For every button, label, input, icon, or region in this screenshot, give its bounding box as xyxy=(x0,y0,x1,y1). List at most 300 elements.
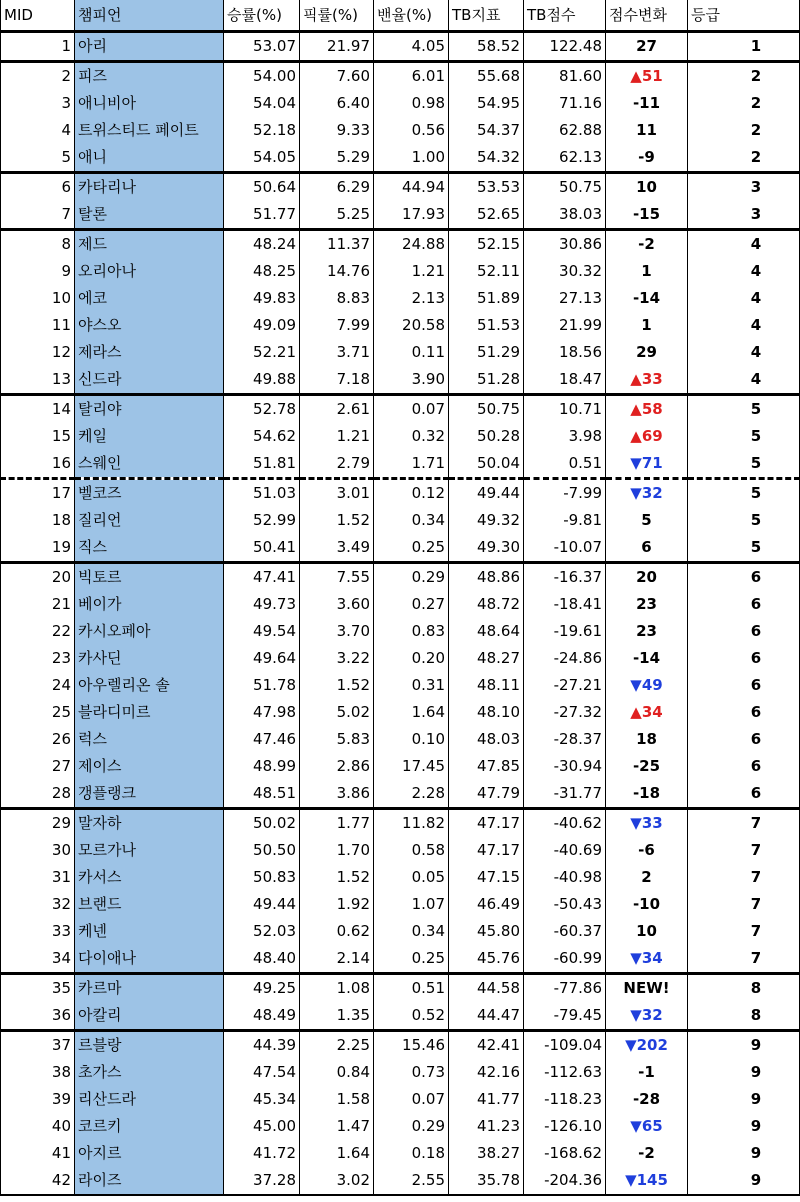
ban-rate-cell: 0.05 xyxy=(374,864,449,891)
tb-score-cell: -24.86 xyxy=(524,645,606,672)
score-change-cell: ▲51 xyxy=(606,62,688,91)
win-rate-cell: 48.24 xyxy=(224,230,300,259)
tb-index-cell: 54.95 xyxy=(449,90,524,117)
score-change-cell: ▲69 xyxy=(606,423,688,450)
score-change-cell: -1 xyxy=(606,1059,688,1086)
champion-cell: 아칼리 xyxy=(75,1002,224,1031)
pick-rate-cell: 6.29 xyxy=(300,173,374,202)
score-change-cell: 11 xyxy=(606,117,688,144)
score-change-cell: 10 xyxy=(606,918,688,945)
ban-rate-cell: 0.25 xyxy=(374,534,449,563)
table-row xyxy=(1,780,800,809)
table-row xyxy=(1,144,800,173)
champion-cell: 카사딘 xyxy=(75,645,224,672)
tb-score-cell: -19.61 xyxy=(524,618,606,645)
score-change-cell: ▼145 xyxy=(606,1167,688,1195)
mid-cell: 15 xyxy=(1,423,75,450)
tb-score-cell: 21.99 xyxy=(524,312,606,339)
table-row xyxy=(1,837,800,864)
pick-rate-cell: 1.08 xyxy=(300,974,374,1003)
tb-score-cell: 50.75 xyxy=(524,173,606,202)
mid-cell: 17 xyxy=(1,479,75,508)
table-row xyxy=(1,1140,800,1167)
tier-cell: 6 xyxy=(688,672,800,699)
pick-rate-cell: 9.33 xyxy=(300,117,374,144)
tier-cell: 5 xyxy=(688,450,800,479)
mid-cell: 13 xyxy=(1,366,75,395)
tb-score-cell: -60.37 xyxy=(524,918,606,945)
pick-rate-cell: 6.40 xyxy=(300,90,374,117)
table-row xyxy=(1,32,800,62)
tb-index-cell: 51.89 xyxy=(449,285,524,312)
tb-score-cell: 71.16 xyxy=(524,90,606,117)
ban-rate-cell: 0.07 xyxy=(374,1086,449,1113)
tb-index-cell: 45.76 xyxy=(449,945,524,974)
champion-cell: 신드라 xyxy=(75,366,224,395)
score-change-cell: -15 xyxy=(606,201,688,230)
score-change-cell: 1 xyxy=(606,258,688,285)
table-row xyxy=(1,366,800,395)
tb-index-cell: 44.58 xyxy=(449,974,524,1003)
tier-cell: 4 xyxy=(688,230,800,259)
champion-cell: 럭스 xyxy=(75,726,224,753)
tb-score-cell: 30.32 xyxy=(524,258,606,285)
pick-rate-cell: 3.60 xyxy=(300,591,374,618)
ban-rate-cell: 44.94 xyxy=(374,173,449,202)
champion-cell: 아우렐리온 솔 xyxy=(75,672,224,699)
ban-rate-cell: 0.18 xyxy=(374,1140,449,1167)
header-tb-index: TB지표 xyxy=(449,0,524,32)
table-row xyxy=(1,699,800,726)
tier-cell: 6 xyxy=(688,753,800,780)
tb-index-cell: 49.32 xyxy=(449,507,524,534)
tb-score-cell: -112.63 xyxy=(524,1059,606,1086)
win-rate-cell: 52.78 xyxy=(224,395,300,424)
table-row xyxy=(1,450,800,479)
ban-rate-cell: 2.55 xyxy=(374,1167,449,1195)
tb-score-cell: -31.77 xyxy=(524,780,606,809)
tb-score-cell: 0.51 xyxy=(524,450,606,479)
table-row xyxy=(1,618,800,645)
champion-cell: 카르마 xyxy=(75,974,224,1003)
tb-score-cell: 18.56 xyxy=(524,339,606,366)
win-rate-cell: 47.46 xyxy=(224,726,300,753)
tb-index-cell: 53.53 xyxy=(449,173,524,202)
ban-rate-cell: 0.20 xyxy=(374,645,449,672)
mid-cell: 6 xyxy=(1,173,75,202)
champion-cell: 애니비아 xyxy=(75,90,224,117)
tier-cell: 6 xyxy=(688,645,800,672)
win-rate-cell: 49.09 xyxy=(224,312,300,339)
mid-cell: 29 xyxy=(1,809,75,838)
tb-index-cell: 54.32 xyxy=(449,144,524,173)
champion-cell: 카시오페아 xyxy=(75,618,224,645)
header-win-rate: 승률(%) xyxy=(224,0,300,32)
ban-rate-cell: 0.10 xyxy=(374,726,449,753)
tier-cell: 4 xyxy=(688,339,800,366)
tb-score-cell: -28.37 xyxy=(524,726,606,753)
ban-rate-cell: 2.13 xyxy=(374,285,449,312)
champion-cell: 모르가나 xyxy=(75,837,224,864)
champion-cell: 빅토르 xyxy=(75,563,224,592)
champion-cell: 애니 xyxy=(75,144,224,173)
ban-rate-cell: 0.58 xyxy=(374,837,449,864)
tier-cell: 9 xyxy=(688,1113,800,1140)
win-rate-cell: 49.25 xyxy=(224,974,300,1003)
ban-rate-cell: 24.88 xyxy=(374,230,449,259)
ban-rate-cell: 0.11 xyxy=(374,339,449,366)
score-change-cell: -14 xyxy=(606,645,688,672)
win-rate-cell: 50.50 xyxy=(224,837,300,864)
table-row xyxy=(1,117,800,144)
tier-cell: 4 xyxy=(688,285,800,312)
tb-index-cell: 49.44 xyxy=(449,479,524,508)
tier-cell: 9 xyxy=(688,1086,800,1113)
table-row xyxy=(1,891,800,918)
champion-cell: 아지르 xyxy=(75,1140,224,1167)
score-change-cell: -28 xyxy=(606,1086,688,1113)
tier-cell: 2 xyxy=(688,90,800,117)
score-change-cell: 23 xyxy=(606,591,688,618)
tb-score-cell: -126.10 xyxy=(524,1113,606,1140)
mid-cell: 31 xyxy=(1,864,75,891)
pick-rate-cell: 2.79 xyxy=(300,450,374,479)
ban-rate-cell: 0.27 xyxy=(374,591,449,618)
champion-cell: 아리 xyxy=(75,32,224,62)
header-mid: MID xyxy=(1,0,75,32)
table-row xyxy=(1,1059,800,1086)
mid-cell: 39 xyxy=(1,1086,75,1113)
table-row xyxy=(1,395,800,424)
champion-cell: 피즈 xyxy=(75,62,224,91)
win-rate-cell: 49.64 xyxy=(224,645,300,672)
win-rate-cell: 45.34 xyxy=(224,1086,300,1113)
score-change-cell: ▲33 xyxy=(606,366,688,395)
champion-cell: 제드 xyxy=(75,230,224,259)
pick-rate-cell: 7.60 xyxy=(300,62,374,91)
score-change-cell: -10 xyxy=(606,891,688,918)
champion-cell: 블라디미르 xyxy=(75,699,224,726)
tier-cell: 9 xyxy=(688,1059,800,1086)
tb-index-cell: 58.52 xyxy=(449,32,524,62)
win-rate-cell: 49.83 xyxy=(224,285,300,312)
win-rate-cell: 44.39 xyxy=(224,1031,300,1060)
ban-rate-cell: 0.52 xyxy=(374,1002,449,1031)
ban-rate-cell: 11.82 xyxy=(374,809,449,838)
win-rate-cell: 37.28 xyxy=(224,1167,300,1195)
champion-cell: 라이즈 xyxy=(75,1167,224,1195)
score-change-cell: 5 xyxy=(606,507,688,534)
tier-cell: 7 xyxy=(688,945,800,974)
win-rate-cell: 52.18 xyxy=(224,117,300,144)
tb-score-cell: -40.62 xyxy=(524,809,606,838)
pick-rate-cell: 2.14 xyxy=(300,945,374,974)
tier-cell: 6 xyxy=(688,699,800,726)
tb-index-cell: 47.17 xyxy=(449,837,524,864)
score-change-cell: ▼32 xyxy=(606,479,688,508)
win-rate-cell: 50.41 xyxy=(224,534,300,563)
score-change-cell: 27 xyxy=(606,32,688,62)
champion-cell: 케넨 xyxy=(75,918,224,945)
champion-cell: 탈론 xyxy=(75,201,224,230)
mid-cell: 2 xyxy=(1,62,75,91)
pick-rate-cell: 1.52 xyxy=(300,672,374,699)
tier-cell: 4 xyxy=(688,312,800,339)
tier-cell: 9 xyxy=(688,1167,800,1195)
ban-rate-cell: 0.98 xyxy=(374,90,449,117)
win-rate-cell: 48.99 xyxy=(224,753,300,780)
ban-rate-cell: 0.12 xyxy=(374,479,449,508)
tb-index-cell: 51.28 xyxy=(449,366,524,395)
score-change-cell: -6 xyxy=(606,837,688,864)
win-rate-cell: 54.62 xyxy=(224,423,300,450)
mid-cell: 30 xyxy=(1,837,75,864)
win-rate-cell: 41.72 xyxy=(224,1140,300,1167)
tier-cell: 8 xyxy=(688,974,800,1003)
tb-score-cell: -118.23 xyxy=(524,1086,606,1113)
champion-cell: 카서스 xyxy=(75,864,224,891)
tier-cell: 7 xyxy=(688,864,800,891)
header-tb-score: TB점수 xyxy=(524,0,606,32)
pick-rate-cell: 2.86 xyxy=(300,753,374,780)
win-rate-cell: 50.83 xyxy=(224,864,300,891)
win-rate-cell: 45.00 xyxy=(224,1113,300,1140)
tb-index-cell: 48.64 xyxy=(449,618,524,645)
tier-cell: 9 xyxy=(688,1140,800,1167)
table-header xyxy=(1,0,800,32)
champion-cell: 브랜드 xyxy=(75,891,224,918)
table-row xyxy=(1,1031,800,1060)
tb-score-cell: -9.81 xyxy=(524,507,606,534)
tb-index-cell: 48.27 xyxy=(449,645,524,672)
score-change-cell: ▼49 xyxy=(606,672,688,699)
tb-score-cell: -10.07 xyxy=(524,534,606,563)
win-rate-cell: 51.77 xyxy=(224,201,300,230)
tb-score-cell: 122.48 xyxy=(524,32,606,62)
table-row xyxy=(1,591,800,618)
tb-score-cell: -168.62 xyxy=(524,1140,606,1167)
tb-index-cell: 48.10 xyxy=(449,699,524,726)
tb-score-cell: -109.04 xyxy=(524,1031,606,1060)
ban-rate-cell: 1.64 xyxy=(374,699,449,726)
tb-score-cell: -77.86 xyxy=(524,974,606,1003)
score-change-cell: 2 xyxy=(606,864,688,891)
ban-rate-cell: 17.93 xyxy=(374,201,449,230)
table-row xyxy=(1,672,800,699)
pick-rate-cell: 1.77 xyxy=(300,809,374,838)
score-change-cell: 1 xyxy=(606,312,688,339)
mid-cell: 23 xyxy=(1,645,75,672)
tb-score-cell: -40.98 xyxy=(524,864,606,891)
pick-rate-cell: 21.97 xyxy=(300,32,374,62)
win-rate-cell: 51.03 xyxy=(224,479,300,508)
table-row xyxy=(1,258,800,285)
mid-cell: 37 xyxy=(1,1031,75,1060)
pick-rate-cell: 5.83 xyxy=(300,726,374,753)
tb-score-cell: 18.47 xyxy=(524,366,606,395)
tb-score-cell: -30.94 xyxy=(524,753,606,780)
tier-cell: 7 xyxy=(688,809,800,838)
tb-index-cell: 51.53 xyxy=(449,312,524,339)
tb-index-cell: 54.37 xyxy=(449,117,524,144)
tier-cell: 7 xyxy=(688,918,800,945)
table-row xyxy=(1,312,800,339)
ban-rate-cell: 0.32 xyxy=(374,423,449,450)
tier-cell: 6 xyxy=(688,618,800,645)
tier-cell: 5 xyxy=(688,395,800,424)
mid-cell: 3 xyxy=(1,90,75,117)
header-pick-rate: 픽률(%) xyxy=(300,0,374,32)
score-change-cell: -25 xyxy=(606,753,688,780)
ban-rate-cell: 0.56 xyxy=(374,117,449,144)
tb-index-cell: 45.80 xyxy=(449,918,524,945)
tb-index-cell: 47.85 xyxy=(449,753,524,780)
pick-rate-cell: 1.35 xyxy=(300,1002,374,1031)
tb-score-cell: -27.32 xyxy=(524,699,606,726)
win-rate-cell: 52.99 xyxy=(224,507,300,534)
score-change-cell: -14 xyxy=(606,285,688,312)
mid-cell: 27 xyxy=(1,753,75,780)
score-change-cell: ▼202 xyxy=(606,1031,688,1060)
tier-cell: 8 xyxy=(688,1002,800,1031)
mid-cell: 26 xyxy=(1,726,75,753)
score-change-cell: 10 xyxy=(606,173,688,202)
tb-score-cell: 27.13 xyxy=(524,285,606,312)
pick-rate-cell: 3.86 xyxy=(300,780,374,809)
champion-cell: 탈리야 xyxy=(75,395,224,424)
ban-rate-cell: 0.07 xyxy=(374,395,449,424)
win-rate-cell: 47.54 xyxy=(224,1059,300,1086)
mid-cell: 8 xyxy=(1,230,75,259)
mid-cell: 33 xyxy=(1,918,75,945)
champion-cell: 야스오 xyxy=(75,312,224,339)
pick-rate-cell: 8.83 xyxy=(300,285,374,312)
win-rate-cell: 54.05 xyxy=(224,144,300,173)
champion-cell: 리산드라 xyxy=(75,1086,224,1113)
tb-index-cell: 38.27 xyxy=(449,1140,524,1167)
tier-cell: 1 xyxy=(688,32,800,62)
table-row xyxy=(1,645,800,672)
mid-cell: 22 xyxy=(1,618,75,645)
pick-rate-cell: 14.76 xyxy=(300,258,374,285)
tier-cell: 3 xyxy=(688,201,800,230)
table-row xyxy=(1,918,800,945)
mid-cell: 35 xyxy=(1,974,75,1003)
score-change-cell: 18 xyxy=(606,726,688,753)
tb-score-cell: -50.43 xyxy=(524,891,606,918)
table-row xyxy=(1,1002,800,1031)
pick-rate-cell: 0.84 xyxy=(300,1059,374,1086)
tb-index-cell: 46.49 xyxy=(449,891,524,918)
score-change-cell: 6 xyxy=(606,534,688,563)
win-rate-cell: 53.07 xyxy=(224,32,300,62)
score-change-cell: 20 xyxy=(606,563,688,592)
tb-score-cell: 62.13 xyxy=(524,144,606,173)
win-rate-cell: 48.49 xyxy=(224,1002,300,1031)
tier-cell: 6 xyxy=(688,563,800,592)
pick-rate-cell: 3.71 xyxy=(300,339,374,366)
mid-cell: 19 xyxy=(1,534,75,563)
tb-index-cell: 44.47 xyxy=(449,1002,524,1031)
tb-score-cell: 38.03 xyxy=(524,201,606,230)
tb-index-cell: 41.77 xyxy=(449,1086,524,1113)
score-change-cell: NEW! xyxy=(606,974,688,1003)
score-change-cell: -11 xyxy=(606,90,688,117)
ban-rate-cell: 0.73 xyxy=(374,1059,449,1086)
tb-score-cell: -27.21 xyxy=(524,672,606,699)
pick-rate-cell: 2.61 xyxy=(300,395,374,424)
win-rate-cell: 52.21 xyxy=(224,339,300,366)
tb-score-cell: 62.88 xyxy=(524,117,606,144)
table-row xyxy=(1,230,800,259)
champion-cell: 에코 xyxy=(75,285,224,312)
mid-cell: 18 xyxy=(1,507,75,534)
champion-cell: 다이애나 xyxy=(75,945,224,974)
ban-rate-cell: 0.34 xyxy=(374,507,449,534)
mid-cell: 25 xyxy=(1,699,75,726)
tb-index-cell: 47.15 xyxy=(449,864,524,891)
header-ban-rate: 밴율(%) xyxy=(374,0,449,32)
tb-index-cell: 42.16 xyxy=(449,1059,524,1086)
tier-cell: 5 xyxy=(688,423,800,450)
tb-index-cell: 55.68 xyxy=(449,62,524,91)
table-row xyxy=(1,423,800,450)
score-change-cell: ▼33 xyxy=(606,809,688,838)
table-row xyxy=(1,1113,800,1140)
champion-cell: 르블랑 xyxy=(75,1031,224,1060)
win-rate-cell: 48.40 xyxy=(224,945,300,974)
pick-rate-cell: 1.64 xyxy=(300,1140,374,1167)
tb-index-cell: 50.28 xyxy=(449,423,524,450)
table-row xyxy=(1,974,800,1003)
table-row xyxy=(1,809,800,838)
pick-rate-cell: 2.25 xyxy=(300,1031,374,1060)
table-row xyxy=(1,1086,800,1113)
table-row xyxy=(1,945,800,974)
ban-rate-cell: 1.07 xyxy=(374,891,449,918)
mid-cell: 32 xyxy=(1,891,75,918)
champion-cell: 초가스 xyxy=(75,1059,224,1086)
pick-rate-cell: 1.47 xyxy=(300,1113,374,1140)
mid-cell: 34 xyxy=(1,945,75,974)
tb-score-cell: -79.45 xyxy=(524,1002,606,1031)
tier-cell: 2 xyxy=(688,144,800,173)
header-row xyxy=(1,0,800,32)
tier-cell: 4 xyxy=(688,258,800,285)
header-score-change: 점수변화 xyxy=(606,0,688,32)
ban-rate-cell: 17.45 xyxy=(374,753,449,780)
score-change-cell: -18 xyxy=(606,780,688,809)
score-change-cell: ▼32 xyxy=(606,1002,688,1031)
win-rate-cell: 49.88 xyxy=(224,366,300,395)
champion-cell: 케일 xyxy=(75,423,224,450)
tb-score-cell: -204.36 xyxy=(524,1167,606,1195)
tb-score-cell: -60.99 xyxy=(524,945,606,974)
tb-score-cell: 3.98 xyxy=(524,423,606,450)
table-row xyxy=(1,201,800,230)
mid-cell: 14 xyxy=(1,395,75,424)
tb-index-cell: 50.04 xyxy=(449,450,524,479)
score-change-cell: ▼65 xyxy=(606,1113,688,1140)
mid-cell: 16 xyxy=(1,450,75,479)
ban-rate-cell: 1.71 xyxy=(374,450,449,479)
pick-rate-cell: 1.52 xyxy=(300,864,374,891)
tb-index-cell: 47.79 xyxy=(449,780,524,809)
tb-index-cell: 47.17 xyxy=(449,809,524,838)
tier-cell: 2 xyxy=(688,117,800,144)
ban-rate-cell: 0.31 xyxy=(374,672,449,699)
champion-cell: 직스 xyxy=(75,534,224,563)
